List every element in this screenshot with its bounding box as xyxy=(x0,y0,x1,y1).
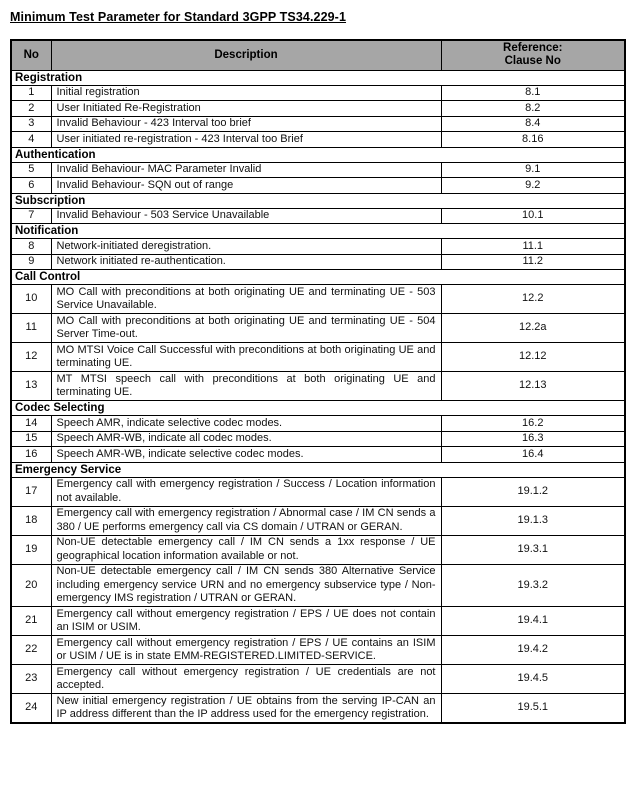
row-number-cell: 23 xyxy=(11,665,51,694)
table-row xyxy=(11,162,625,178)
row-number-cell: 9 xyxy=(11,254,51,270)
row-number-cell: 14 xyxy=(11,416,51,432)
column-header-reference xyxy=(441,40,625,70)
table-row xyxy=(11,208,625,224)
section-title: Subscription xyxy=(11,193,625,208)
section-title: Authentication xyxy=(11,147,625,162)
column-header-reference-line2: Clause No xyxy=(504,55,561,68)
column-header-description: Description xyxy=(51,40,441,70)
row-reference-cell: 9.2 xyxy=(441,178,625,194)
row-description-cell: Non-UE detectable emergency call / IM CN sends 380 Alternative Service including emergency service URN and no emergency subservice type / Non-emergency IMS registration / UTRAN or GERAN. xyxy=(51,564,441,607)
row-reference-cell: 11.2 xyxy=(441,254,625,270)
row-reference-cell: 16.2 xyxy=(441,416,625,432)
table-row xyxy=(11,535,625,564)
row-description-cell: MO MTSI Voice Call Successful with preconditions at both originating UE and terminating UE. xyxy=(51,343,441,372)
table-row xyxy=(11,636,625,665)
table-row xyxy=(11,477,625,506)
section-header-row xyxy=(11,70,625,85)
table-row xyxy=(11,694,625,724)
table-row xyxy=(11,178,625,194)
row-number-cell: 13 xyxy=(11,372,51,401)
table-row xyxy=(11,665,625,694)
row-number-cell: 15 xyxy=(11,431,51,447)
row-description-cell: Non-UE detectable emergency call / IM CN sends a 1xx response / UE geographical location information available or not. xyxy=(51,535,441,564)
row-reference-cell: 8.4 xyxy=(441,116,625,132)
table-row xyxy=(11,447,625,463)
section-title: Call Control xyxy=(11,270,625,285)
table-body xyxy=(11,70,625,723)
row-reference-cell: 11.1 xyxy=(441,239,625,255)
row-number-cell: 24 xyxy=(11,694,51,724)
table-row xyxy=(11,285,625,314)
row-description-cell: New initial emergency registration / UE obtains from the serving IP-CAN an IP address different than the IP address used for the emergency registration. xyxy=(51,694,441,724)
row-description-cell: User initiated re-registration - 423 Interval too Brief xyxy=(51,132,441,148)
row-reference-cell: 19.3.1 xyxy=(441,535,625,564)
row-number-cell: 1 xyxy=(11,85,51,101)
table-row xyxy=(11,416,625,432)
row-reference-cell: 10.1 xyxy=(441,208,625,224)
row-description-cell: Speech AMR-WB, indicate selective codec modes. xyxy=(51,447,441,463)
row-description-cell: Speech AMR-WB, indicate all codec modes. xyxy=(51,431,441,447)
row-description-cell: Emergency call with emergency registration / Success / Location information not available. xyxy=(51,477,441,506)
row-reference-cell: 19.5.1 xyxy=(441,694,625,724)
row-reference-cell: 12.2 xyxy=(441,285,625,314)
section-title: Notification xyxy=(11,224,625,239)
row-number-cell: 12 xyxy=(11,343,51,372)
row-reference-cell: 19.4.2 xyxy=(441,636,625,665)
section-header-row xyxy=(11,193,625,208)
table-row xyxy=(11,116,625,132)
test-parameter-table xyxy=(10,39,626,724)
section-header-row xyxy=(11,462,625,477)
row-reference-cell: 16.4 xyxy=(441,447,625,463)
row-description-cell: Emergency call without emergency registration / UE credentials are not accepted. xyxy=(51,665,441,694)
section-header-row xyxy=(11,401,625,416)
table-row xyxy=(11,564,625,607)
row-number-cell: 7 xyxy=(11,208,51,224)
table-row xyxy=(11,132,625,148)
column-header-reference-line1: Reference: xyxy=(503,42,563,55)
row-description-cell: Emergency call without emergency registration / EPS / UE contains an ISIM or USIM / UE is in state EMM-REGISTERED.LIMITED-SERVICE. xyxy=(51,636,441,665)
row-number-cell: 22 xyxy=(11,636,51,665)
row-number-cell: 21 xyxy=(11,607,51,636)
row-description-cell: Emergency call without emergency registration / EPS / UE does not contain an ISIM or USIM. xyxy=(51,607,441,636)
row-reference-cell: 8.1 xyxy=(441,85,625,101)
row-reference-cell: 9.1 xyxy=(441,162,625,178)
row-number-cell: 4 xyxy=(11,132,51,148)
row-number-cell: 5 xyxy=(11,162,51,178)
row-number-cell: 17 xyxy=(11,477,51,506)
row-description-cell: User Initiated Re-Registration xyxy=(51,101,441,117)
table-row xyxy=(11,343,625,372)
table-row xyxy=(11,239,625,255)
row-reference-cell: 19.1.3 xyxy=(441,506,625,535)
row-reference-cell: 19.4.1 xyxy=(441,607,625,636)
section-header-row xyxy=(11,147,625,162)
row-description-cell: MO Call with preconditions at both originating UE and terminating UE - 503 Service Unavailable. xyxy=(51,285,441,314)
section-title: Codec Selecting xyxy=(11,401,625,416)
table-row xyxy=(11,101,625,117)
table-row xyxy=(11,85,625,101)
table-row xyxy=(11,254,625,270)
row-number-cell: 19 xyxy=(11,535,51,564)
table-row xyxy=(11,314,625,343)
section-header-row xyxy=(11,270,625,285)
row-number-cell: 16 xyxy=(11,447,51,463)
section-title: Emergency Service xyxy=(11,462,625,477)
row-number-cell: 11 xyxy=(11,314,51,343)
column-header-no: No xyxy=(11,40,51,70)
row-description-cell: Invalid Behaviour- SQN out of range xyxy=(51,178,441,194)
table-row xyxy=(11,506,625,535)
row-description-cell: MT MTSI speech call with preconditions at both originating UE and terminating UE. xyxy=(51,372,441,401)
row-reference-cell: 16.3 xyxy=(441,431,625,447)
table-row xyxy=(11,607,625,636)
row-reference-cell: 12.12 xyxy=(441,343,625,372)
table-row xyxy=(11,372,625,401)
table-row xyxy=(11,431,625,447)
row-number-cell: 20 xyxy=(11,564,51,607)
row-reference-cell: 12.13 xyxy=(441,372,625,401)
row-reference-cell: 12.2a xyxy=(441,314,625,343)
section-header-row xyxy=(11,224,625,239)
section-title: Registration xyxy=(11,70,625,85)
row-reference-cell: 19.3.2 xyxy=(441,564,625,607)
page-title: Minimum Test Parameter for Standard 3GPP TS34.229-1 xyxy=(10,10,347,24)
row-reference-cell: 19.4.5 xyxy=(441,665,625,694)
row-description-cell: Network initiated re-authentication. xyxy=(51,254,441,270)
row-reference-cell: 8.2 xyxy=(441,101,625,117)
row-description-cell: Emergency call with emergency registration / Abnormal case / IM CN sends a 380 / UE performs emergency call via CS domain / UTRAN or GERAN. xyxy=(51,506,441,535)
row-description-cell: Invalid Behaviour - 503 Service Unavailable xyxy=(51,208,441,224)
row-description-cell: Initial registration xyxy=(51,85,441,101)
row-description-cell: Invalid Behaviour - 423 Interval too brief xyxy=(51,116,441,132)
row-reference-cell: 19.1.2 xyxy=(441,477,625,506)
row-description-cell: MO Call with preconditions at both originating UE and terminating UE - 504 Server Time-out. xyxy=(51,314,441,343)
row-number-cell: 10 xyxy=(11,285,51,314)
row-number-cell: 6 xyxy=(11,178,51,194)
row-number-cell: 8 xyxy=(11,239,51,255)
table-header-row xyxy=(11,40,625,70)
row-description-cell: Network-initiated deregistration. xyxy=(51,239,441,255)
row-description-cell: Speech AMR, indicate selective codec modes. xyxy=(51,416,441,432)
row-number-cell: 2 xyxy=(11,101,51,117)
row-number-cell: 3 xyxy=(11,116,51,132)
row-number-cell: 18 xyxy=(11,506,51,535)
row-description-cell: Invalid Behaviour- MAC Parameter Invalid xyxy=(51,162,441,178)
row-reference-cell: 8.16 xyxy=(441,132,625,148)
